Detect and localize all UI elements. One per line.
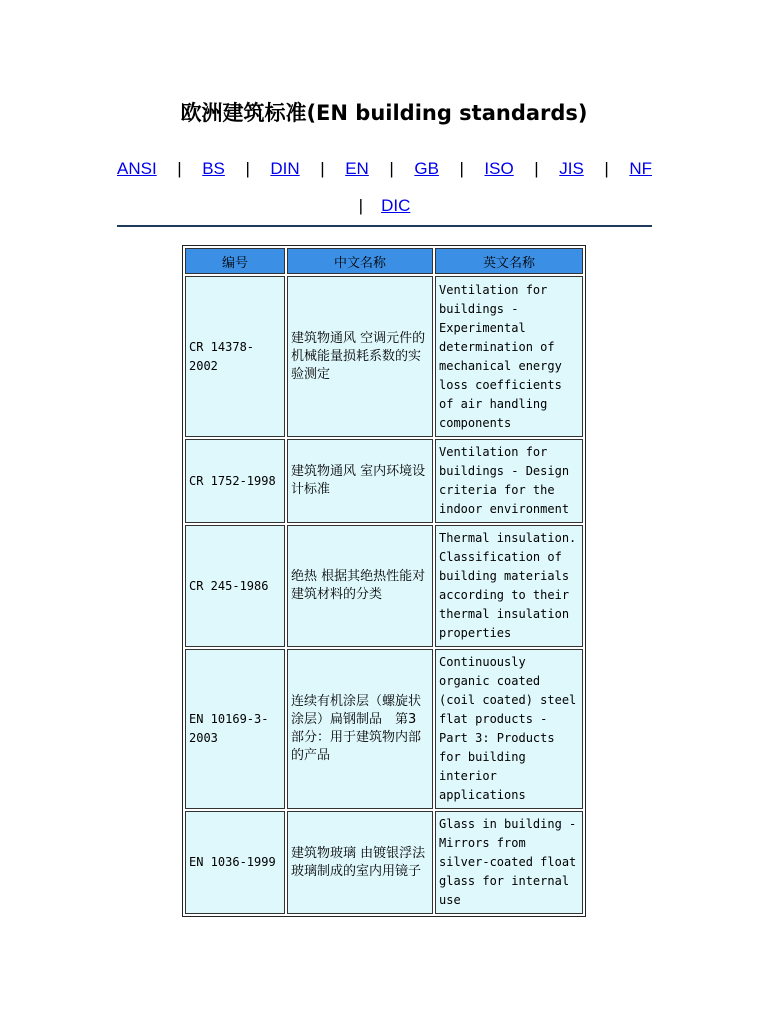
nav-link-iso[interactable]: ISO xyxy=(484,159,514,178)
nav-link-jis[interactable]: JIS xyxy=(559,159,584,178)
cell-english-name: Glass in building - Mirrors from silver-coated float glass for internal use xyxy=(435,811,583,914)
table-row xyxy=(185,439,583,523)
cell-english-name: Continuously organic coated (coil coated) steel flat products - Part 3: Products for building interior applications xyxy=(435,649,583,809)
table-row xyxy=(185,649,583,809)
nav-separator: | xyxy=(358,196,364,215)
cell-code: CR 1752-1998 xyxy=(185,439,285,523)
header-code: 编号 xyxy=(185,248,285,274)
nav-link-dic[interactable]: DIC xyxy=(381,196,411,215)
nav-link-nf[interactable]: NF xyxy=(629,159,652,178)
nav-divider xyxy=(117,225,652,227)
cell-chinese-name: 绝热 根据其绝热性能对建筑材料的分类 xyxy=(287,525,433,647)
cell-code: EN 1036-1999 xyxy=(185,811,285,914)
nav-link-ansi[interactable]: ANSI xyxy=(117,159,157,178)
nav-separator: | xyxy=(177,159,182,178)
table-row xyxy=(185,276,583,437)
header-english-name: 英文名称 xyxy=(435,248,583,274)
cell-code: EN 10169-3-2003 xyxy=(185,649,285,809)
nav-link-gb[interactable]: GB xyxy=(414,159,439,178)
nav-link-din[interactable]: DIN xyxy=(270,159,300,178)
nav-separator: | xyxy=(534,159,539,178)
nav-separator: | xyxy=(320,159,325,178)
standards-table xyxy=(182,245,586,917)
cell-chinese-name: 连续有机涂层（螺旋状涂层）扁钢制品 第3部分：用于建筑物内部的产品 xyxy=(287,649,433,809)
cell-english-name: Thermal insulation. Classification of building materials according to their thermal insulation properties xyxy=(435,525,583,647)
table-row xyxy=(185,525,583,647)
nav-separator: | xyxy=(389,159,394,178)
nav-link-en[interactable]: EN xyxy=(345,159,369,178)
cell-chinese-name: 建筑物通风 室内环境设计标准 xyxy=(287,439,433,523)
cell-code: CR 14378-2002 xyxy=(185,276,285,437)
nav-separator: | xyxy=(245,159,250,178)
standards-nav xyxy=(117,152,652,226)
cell-english-name: Ventilation for buildings - Design criteria for the indoor environment xyxy=(435,439,583,523)
nav-row-1 xyxy=(117,152,652,186)
cell-code: CR 245-1986 xyxy=(185,525,285,647)
table-header-row xyxy=(185,248,583,274)
cell-chinese-name: 建筑物通风 空调元件的机械能量损耗系数的实验测定 xyxy=(287,276,433,437)
nav-link-bs[interactable]: BS xyxy=(202,159,225,178)
cell-chinese-name: 建筑物玻璃 由镀银浮法玻璃制成的室内用镜子 xyxy=(287,811,433,914)
cell-english-name: Ventilation for buildings - Experimental determination of mechanical energy loss coefficients of air handling components xyxy=(435,276,583,437)
nav-row-2 xyxy=(117,186,652,226)
header-chinese-name: 中文名称 xyxy=(287,248,433,274)
nav-separator: | xyxy=(459,159,464,178)
page-title: 欧洲建筑标准(EN building standards) xyxy=(180,101,588,125)
nav-separator: | xyxy=(604,159,609,178)
table-row xyxy=(185,811,583,914)
